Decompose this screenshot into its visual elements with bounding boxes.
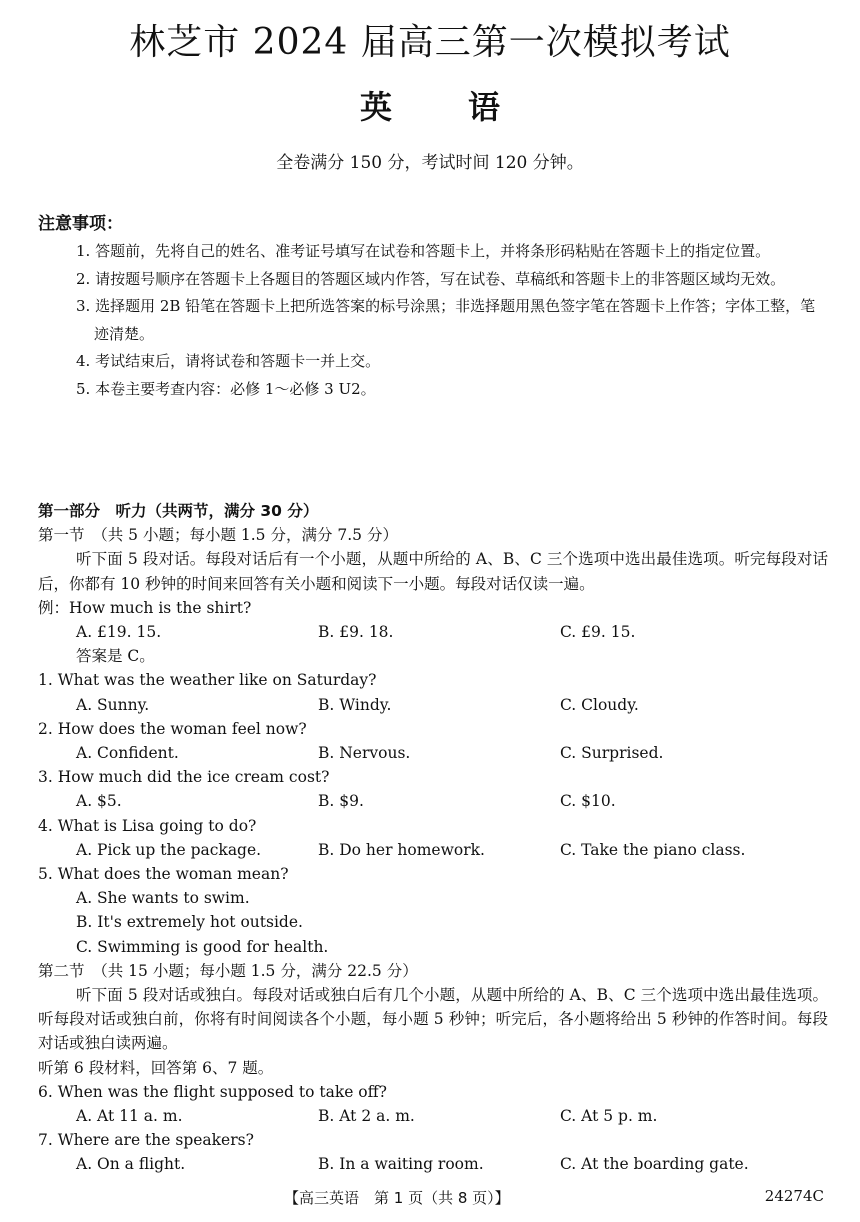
question-6: 6. When was the flight supposed to take off? (38, 1082, 387, 1101)
option-b: B. Windy. (318, 695, 392, 714)
section1-title: 第一节 （共 5 小题；每小题 1.5 分，满分 7.5 分） (38, 526, 398, 545)
notice-list (76, 238, 824, 403)
question-4: 4. What is Lisa going to do? (38, 816, 257, 835)
option-c: C. At the boarding gate. (560, 1155, 749, 1174)
option-c: C. £9. 15. (560, 623, 636, 642)
question-options (38, 1152, 828, 1176)
example-question: 例：How much is the shirt? (38, 598, 252, 617)
option-a: A. At 11 a. m. (76, 1107, 183, 1126)
question-2: 2. How does the woman feel now? (38, 719, 307, 738)
question-5: 5. What does the woman mean? (38, 865, 289, 884)
material-note: 听第 6 段材料，回答第 6、7 题。 (38, 1058, 274, 1077)
section2-instructions: 听下面 5 段对话或独白。每段对话或独白后有几个小题，从题中所给的 A、B、C 三个选项中选出最佳选项。听每段对话或独白前，你将有时间阅读各个小题，每小题 5 秒钟；听完后，各小题将给出 5 秒钟的作答时间。每段对话或独白读两遍。 (38, 986, 828, 1053)
question-options (38, 838, 828, 862)
question-options (38, 1104, 828, 1128)
question-1: 1. What was the weather like on Saturday? (38, 671, 377, 690)
question-3: 3. How much did the ice cream cost? (38, 768, 330, 787)
question-7: 7. Where are the speakers? (38, 1131, 254, 1150)
exam-title: 林芝市 2024 届高三第一次模拟考试 (129, 22, 731, 63)
example-answer: 答案是 C。 (76, 647, 155, 666)
subject-title (0, 82, 860, 128)
option-c: C. Swimming is good for health. (76, 937, 329, 956)
option-a: A. Sunny. (76, 695, 150, 714)
option-b: B. $9. (318, 792, 364, 811)
section1-instructions: 听下面 5 段对话。每段对话后有一个小题，从题中所给的 A、B、C 三个选项中选出最佳选项。听完每段对话后，你都有 10 秒钟的时间来回答有关小题和阅读下一小题。每段对话仅读一遍。 (38, 550, 828, 593)
option-b: B. In a waiting room. (318, 1155, 484, 1174)
notice-title: 注意事项： (38, 214, 123, 234)
notice-item: 1. 答题前，先将自己的姓名、准考证号填写在试卷和答题卡上，并将条形码粘贴在答题卡上的指定位置。 (76, 242, 771, 260)
option-c: C. Surprised. (560, 744, 664, 763)
option-b: B. It's extremely hot outside. (76, 913, 303, 932)
notice-item: 5. 本卷主要考查内容：必修 1～必修 3 U2。 (76, 379, 376, 398)
notice-item: 3. 选择题用 2B 铅笔在答题卡上把所选答案的标号涂黑；非选择题用黑色签字笔在答题卡上作答；字体工整，笔迹清楚。 (76, 297, 816, 343)
question-options (38, 741, 828, 765)
option-a: A. Confident. (76, 744, 179, 763)
option-b: B. Nervous. (318, 744, 411, 763)
subject-char-2: 语 (468, 88, 501, 126)
option-c: C. $10. (560, 792, 616, 811)
option-b: B. At 2 a. m. (318, 1107, 415, 1126)
question-options (38, 693, 828, 717)
option-c: C. Take the piano class. (560, 840, 746, 859)
page-label: 【高三英语 第 1 页（共 8 页）】 (284, 1189, 510, 1207)
score-time-line: 全卷满分 150 分，考试时间 120 分钟。 (276, 153, 584, 173)
option-b: B. Do her homework. (318, 840, 485, 859)
option-a: A. $5. (76, 792, 122, 811)
section2-title: 第二节 （共 15 小题；每小题 1.5 分，满分 22.5 分） (38, 961, 418, 980)
part1-title: 第一部分 听力（共两节，满分 30 分） (38, 502, 319, 520)
option-c: C. At 5 p. m. (560, 1107, 658, 1126)
listening-part (38, 499, 828, 1177)
paper-code: 24274C (764, 1187, 824, 1205)
notice-item: 4. 考试结束后，请将试卷和答题卡一并上交。 (76, 352, 381, 370)
option-c: C. Cloudy. (560, 695, 639, 714)
question-options (38, 789, 828, 813)
notice-item: 2. 请按题号顺序在答题卡上各题目的答题区域内作答，写在试卷、草稿纸和答题卡上的非答题区域均无效。 (76, 269, 786, 288)
option-a: A. Pick up the package. (76, 840, 262, 859)
option-a: A. She wants to swim. (76, 889, 250, 908)
example-options (38, 620, 828, 644)
option-b: B. £9. 18. (318, 623, 394, 642)
option-a: A. On a flight. (76, 1155, 186, 1174)
subject-char-1: 英 (359, 88, 392, 126)
option-a: A. £19. 15. (76, 623, 162, 642)
